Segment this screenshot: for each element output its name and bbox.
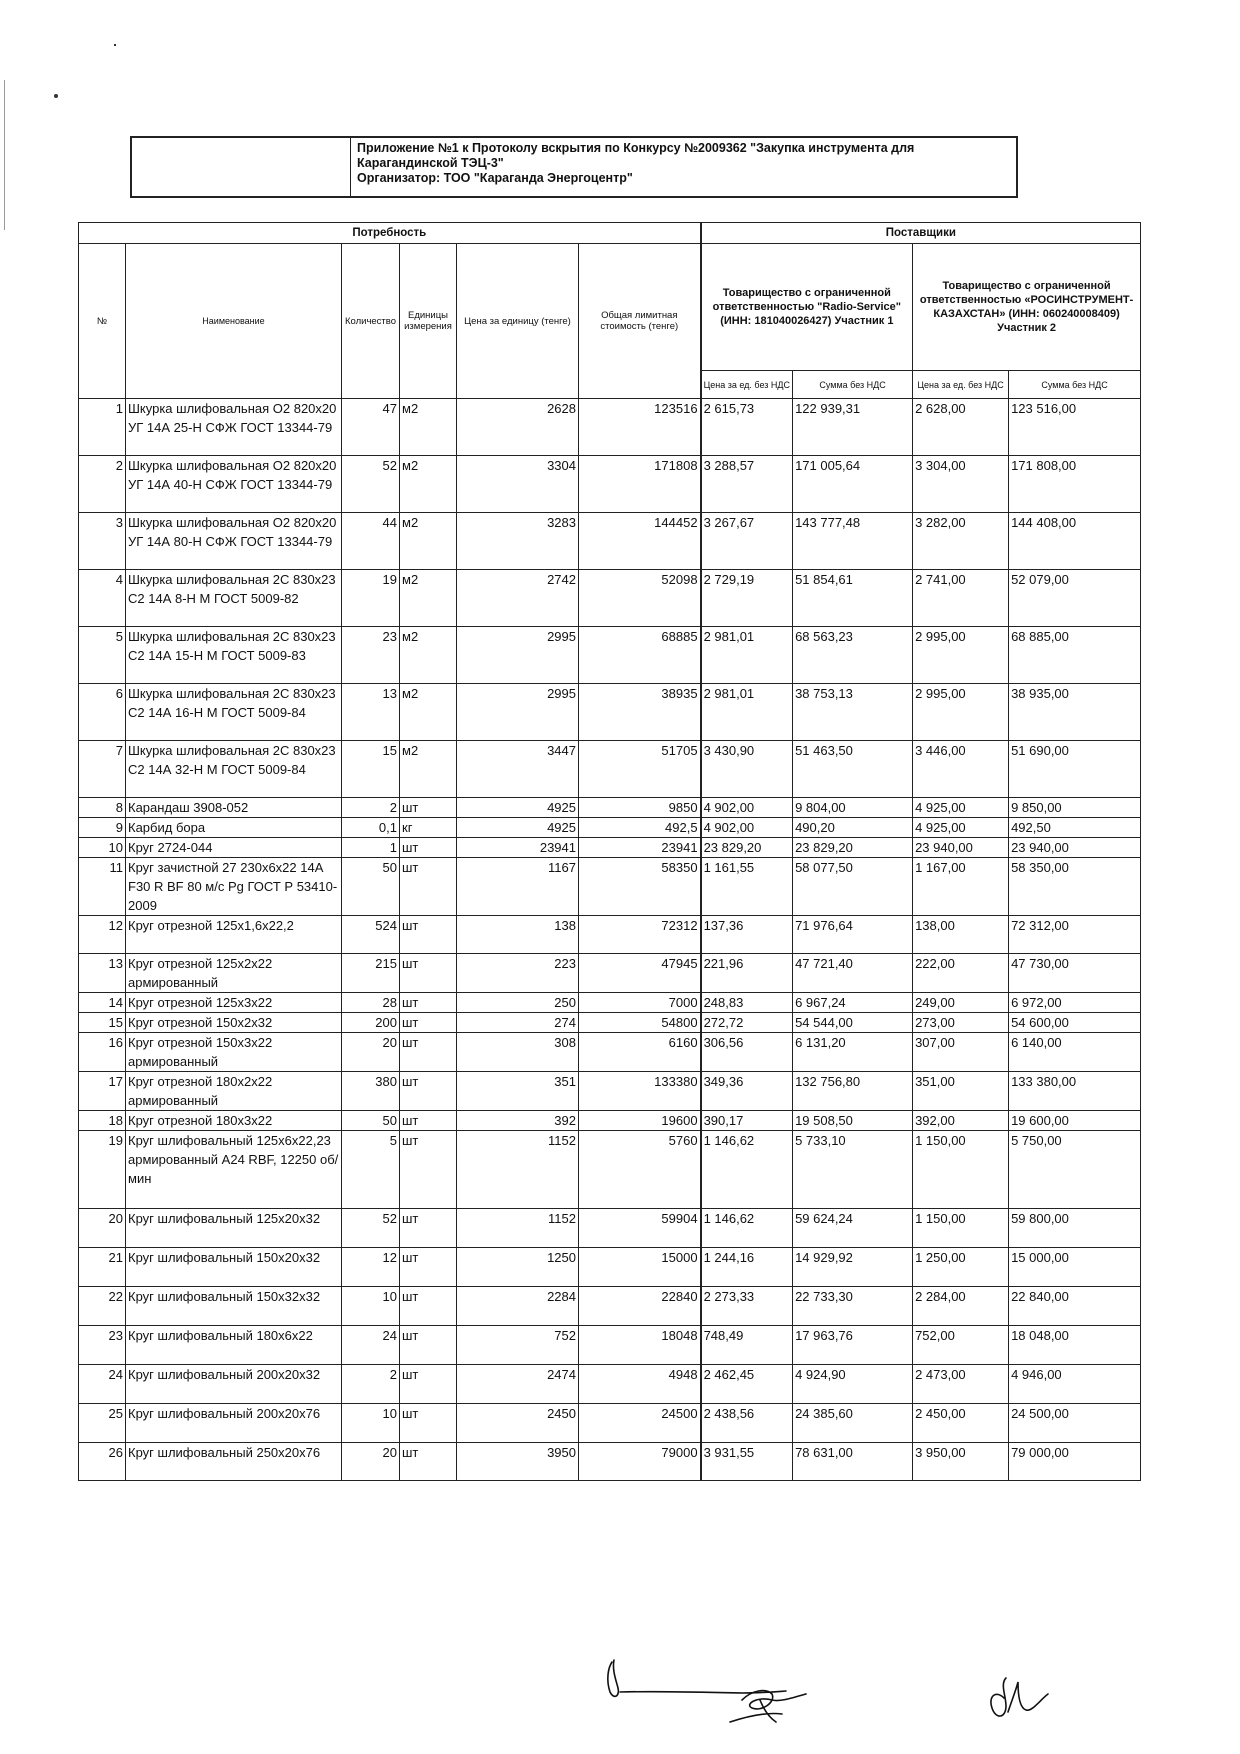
item-quantity: 15 xyxy=(342,741,400,798)
supplier-1-sum: 68 563,23 xyxy=(793,627,913,684)
item-unit-price: 3447 xyxy=(457,741,579,798)
item-unit-price: 2995 xyxy=(457,627,579,684)
supplier-1-sum: 6 131,20 xyxy=(793,1033,913,1072)
supplier-2-sum: 72 312,00 xyxy=(1009,916,1141,954)
col-unit-header: Единицы измерения xyxy=(400,244,457,399)
supplier-1-sum: 78 631,00 xyxy=(793,1443,913,1481)
item-quantity: 2 xyxy=(342,798,400,818)
item-unit-price: 2628 xyxy=(457,399,579,456)
item-quantity: 200 xyxy=(342,1013,400,1033)
item-total-limit: 23941 xyxy=(579,838,701,858)
item-quantity: 20 xyxy=(342,1443,400,1481)
row-number: 2 xyxy=(79,456,126,513)
supplier-2-unit-price: 4 925,00 xyxy=(913,818,1009,838)
supplier-1-sum-header: Сумма без НДС xyxy=(793,371,913,399)
row-number: 23 xyxy=(79,1326,126,1365)
item-unit: шт xyxy=(400,838,457,858)
row-number: 8 xyxy=(79,798,126,818)
item-name: Шкурка шлифовальная 2С 830х23 С2 14А 15-Н М ГОСТ 5009-83 xyxy=(126,627,342,684)
row-number: 24 xyxy=(79,1365,126,1404)
supplier-1-sum: 38 753,13 xyxy=(793,684,913,741)
row-number: 10 xyxy=(79,838,126,858)
item-name: Круг шлифовальный 125х6х22,23 армированный А24 RBF, 12250 об/мин xyxy=(126,1131,342,1209)
supplier-2-unit-price: 1 250,00 xyxy=(913,1248,1009,1287)
row-number: 20 xyxy=(79,1209,126,1248)
item-total-limit: 123516 xyxy=(579,399,701,456)
item-quantity: 10 xyxy=(342,1287,400,1326)
item-total-limit: 18048 xyxy=(579,1326,701,1365)
group-suppliers: Поставщики xyxy=(701,223,1141,244)
item-name: Круг шлифовальный 150х20х32 xyxy=(126,1248,342,1287)
supplier-2-unit-price: 1 150,00 xyxy=(913,1209,1009,1248)
supplier-2-sum: 4 946,00 xyxy=(1009,1365,1141,1404)
item-unit-price: 3950 xyxy=(457,1443,579,1481)
supplier-1-unit-price: 4 902,00 xyxy=(701,818,793,838)
item-total-limit: 7000 xyxy=(579,993,701,1013)
supplier-1-sum: 71 976,64 xyxy=(793,916,913,954)
supplier-1-sum: 14 929,92 xyxy=(793,1248,913,1287)
item-quantity: 20 xyxy=(342,1033,400,1072)
supplier-1-sum: 132 756,80 xyxy=(793,1072,913,1111)
item-unit-price: 138 xyxy=(457,916,579,954)
item-total-limit: 38935 xyxy=(579,684,701,741)
supplier-1-sum: 171 005,64 xyxy=(793,456,913,513)
supplier-2-unit-price: 1 150,00 xyxy=(913,1131,1009,1209)
supplier-2-sum: 492,50 xyxy=(1009,818,1141,838)
supplier-1-unit-price: 137,36 xyxy=(701,916,793,954)
item-unit-price: 752 xyxy=(457,1326,579,1365)
item-unit-price: 2995 xyxy=(457,684,579,741)
supplier-1-sum: 51 854,61 xyxy=(793,570,913,627)
item-quantity: 5 xyxy=(342,1131,400,1209)
item-quantity: 0,1 xyxy=(342,818,400,838)
item-unit-price: 2284 xyxy=(457,1287,579,1326)
item-unit: шт xyxy=(400,1443,457,1481)
supplier-1-unit-price: 3 931,55 xyxy=(701,1443,793,1481)
item-unit-price: 23941 xyxy=(457,838,579,858)
supplier-1-unit-price: 2 462,45 xyxy=(701,1365,793,1404)
item-name: Круг отрезной 180х3х22 xyxy=(126,1111,342,1131)
supplier-1-sum: 17 963,76 xyxy=(793,1326,913,1365)
supplier-1-sum: 22 733,30 xyxy=(793,1287,913,1326)
item-name: Шкурка шлифовальная 2С 830х23 С2 14А 32-Н М ГОСТ 5009-84 xyxy=(126,741,342,798)
row-number: 18 xyxy=(79,1111,126,1131)
row-number: 13 xyxy=(79,954,126,993)
item-quantity: 13 xyxy=(342,684,400,741)
item-unit-price: 1250 xyxy=(457,1248,579,1287)
supplier-2-sum: 15 000,00 xyxy=(1009,1248,1141,1287)
supplier-1-unit-price: 3 430,90 xyxy=(701,741,793,798)
row-number: 26 xyxy=(79,1443,126,1481)
item-total-limit: 54800 xyxy=(579,1013,701,1033)
col-name-header: Наименование xyxy=(126,244,342,399)
supplier-1-sum: 19 508,50 xyxy=(793,1111,913,1131)
supplier-1-unit-price: 306,56 xyxy=(701,1033,793,1072)
supplier-2-unit-price: 2 995,00 xyxy=(913,627,1009,684)
col-num-header: № xyxy=(79,244,126,399)
row-number: 25 xyxy=(79,1404,126,1443)
supplier-2-unit-price: 351,00 xyxy=(913,1072,1009,1111)
item-name: Круг отрезной 125х3х22 xyxy=(126,993,342,1013)
item-unit: шт xyxy=(400,1404,457,1443)
item-total-limit: 59904 xyxy=(579,1209,701,1248)
supplier-2-unit-price: 138,00 xyxy=(913,916,1009,954)
item-total-limit: 19600 xyxy=(579,1111,701,1131)
item-name: Круг шлифовальный 180х6х22 xyxy=(126,1326,342,1365)
supplier-2-sum: 54 600,00 xyxy=(1009,1013,1141,1033)
item-name: Шкурка шлифовальная О2 820х20 УГ 14А 25-Н СФЖ ГОСТ 13344-79 xyxy=(126,399,342,456)
supplier-2-unit-price: 752,00 xyxy=(913,1326,1009,1365)
item-unit: шт xyxy=(400,1365,457,1404)
item-unit-price: 3283 xyxy=(457,513,579,570)
supplier-2-sum: 22 840,00 xyxy=(1009,1287,1141,1326)
supplier-2-sum: 144 408,00 xyxy=(1009,513,1141,570)
item-total-limit: 6160 xyxy=(579,1033,701,1072)
item-quantity: 10 xyxy=(342,1404,400,1443)
item-unit-price: 1152 xyxy=(457,1209,579,1248)
supplier-2-sum: 59 800,00 xyxy=(1009,1209,1141,1248)
row-number: 17 xyxy=(79,1072,126,1111)
item-unit: м2 xyxy=(400,684,457,741)
item-total-limit: 24500 xyxy=(579,1404,701,1443)
item-name: Шкурка шлифовальная О2 820х20 УГ 14А 40-Н СФЖ ГОСТ 13344-79 xyxy=(126,456,342,513)
supplier-1-sum: 143 777,48 xyxy=(793,513,913,570)
supplier-2-price-header: Цена за ед. без НДС xyxy=(913,371,1009,399)
supplier-2-sum: 6 140,00 xyxy=(1009,1033,1141,1072)
row-number: 6 xyxy=(79,684,126,741)
supplier-2-unit-price: 23 940,00 xyxy=(913,838,1009,858)
item-unit: шт xyxy=(400,1111,457,1131)
supplier-1-unit-price: 1 146,62 xyxy=(701,1209,793,1248)
supplier-1-unit-price: 3 288,57 xyxy=(701,456,793,513)
supplier-2-unit-price: 3 950,00 xyxy=(913,1443,1009,1481)
row-number: 15 xyxy=(79,1013,126,1033)
item-quantity: 19 xyxy=(342,570,400,627)
item-total-limit: 58350 xyxy=(579,858,701,916)
item-total-limit: 492,5 xyxy=(579,818,701,838)
item-total-limit: 133380 xyxy=(579,1072,701,1111)
supplier-2-unit-price: 2 450,00 xyxy=(913,1404,1009,1443)
item-unit: м2 xyxy=(400,399,457,456)
item-total-limit: 5760 xyxy=(579,1131,701,1209)
supplier-1-unit-price: 349,36 xyxy=(701,1072,793,1111)
item-quantity: 44 xyxy=(342,513,400,570)
supplier-2-unit-price: 2 741,00 xyxy=(913,570,1009,627)
supplier-1-unit-price: 2 438,56 xyxy=(701,1404,793,1443)
item-quantity: 2 xyxy=(342,1365,400,1404)
row-number: 22 xyxy=(79,1287,126,1326)
item-unit: м2 xyxy=(400,513,457,570)
supplier-2-unit-price: 2 628,00 xyxy=(913,399,1009,456)
supplier-1-sum: 122 939,31 xyxy=(793,399,913,456)
item-unit-price: 3304 xyxy=(457,456,579,513)
item-unit: м2 xyxy=(400,627,457,684)
supplier-1-unit-price: 2 981,01 xyxy=(701,684,793,741)
supplier-2-sum: 171 808,00 xyxy=(1009,456,1141,513)
supplier-1-unit-price: 390,17 xyxy=(701,1111,793,1131)
row-number: 21 xyxy=(79,1248,126,1287)
supplier-2-sum: 47 730,00 xyxy=(1009,954,1141,993)
supplier-1-sum: 9 804,00 xyxy=(793,798,913,818)
item-quantity: 47 xyxy=(342,399,400,456)
item-name: Круг шлифовальный 125х20х32 xyxy=(126,1209,342,1248)
item-unit-price: 2450 xyxy=(457,1404,579,1443)
item-unit: м2 xyxy=(400,456,457,513)
item-unit: шт xyxy=(400,1209,457,1248)
item-name: Круг отрезной 125х1,6х22,2 xyxy=(126,916,342,954)
item-name: Круг шлифовальный 200х20х32 xyxy=(126,1365,342,1404)
header-line-2: Карагандинской ТЭЦ-3" xyxy=(357,156,504,170)
item-quantity: 380 xyxy=(342,1072,400,1111)
item-name: Круг зачистной 27 230х6х22 14А F30 R BF 80 м/с Рg ГОСТ Р 53410-2009 xyxy=(126,858,342,916)
item-total-limit: 52098 xyxy=(579,570,701,627)
item-unit: шт xyxy=(400,1033,457,1072)
supplier-1-unit-price: 3 267,67 xyxy=(701,513,793,570)
supplier-2-sum: 133 380,00 xyxy=(1009,1072,1141,1111)
row-number: 3 xyxy=(79,513,126,570)
item-total-limit: 171808 xyxy=(579,456,701,513)
item-unit: м2 xyxy=(400,570,457,627)
signature-left xyxy=(608,1660,806,1722)
item-unit-price: 392 xyxy=(457,1111,579,1131)
item-name: Круг отрезной 150х2х32 xyxy=(126,1013,342,1033)
supplier-2-sum: 19 600,00 xyxy=(1009,1111,1141,1131)
item-unit: шт xyxy=(400,954,457,993)
supplier-2-unit-price: 222,00 xyxy=(913,954,1009,993)
item-name: Круг отрезной 180х2х22 армированный xyxy=(126,1072,342,1111)
supplier-2-sum: 24 500,00 xyxy=(1009,1404,1141,1443)
supplier-2-unit-price: 307,00 xyxy=(913,1033,1009,1072)
item-unit: кг xyxy=(400,818,457,838)
row-number: 4 xyxy=(79,570,126,627)
item-unit: шт xyxy=(400,1326,457,1365)
row-number: 19 xyxy=(79,1131,126,1209)
supplier-2-unit-price: 3 446,00 xyxy=(913,741,1009,798)
supplier-2-sum: 5 750,00 xyxy=(1009,1131,1141,1209)
item-quantity: 28 xyxy=(342,993,400,1013)
supplier-1-unit-price: 1 244,16 xyxy=(701,1248,793,1287)
supplier-2-sum: 123 516,00 xyxy=(1009,399,1141,456)
item-unit: м2 xyxy=(400,741,457,798)
item-total-limit: 15000 xyxy=(579,1248,701,1287)
item-unit-price: 274 xyxy=(457,1013,579,1033)
item-name: Круг 2724-044 xyxy=(126,838,342,858)
supplier-2-unit-price: 2 284,00 xyxy=(913,1287,1009,1326)
item-quantity: 1 xyxy=(342,838,400,858)
group-need: Потребность xyxy=(79,223,701,244)
item-unit-price: 308 xyxy=(457,1033,579,1072)
supplier-2-unit-price: 2 995,00 xyxy=(913,684,1009,741)
item-quantity: 50 xyxy=(342,858,400,916)
item-total-limit: 79000 xyxy=(579,1443,701,1481)
supplier-1-sum: 24 385,60 xyxy=(793,1404,913,1443)
item-quantity: 52 xyxy=(342,456,400,513)
supplier-2-sum: 23 940,00 xyxy=(1009,838,1141,858)
item-name: Шкурка шлифовальная О2 820х20 УГ 14А 80-Н СФЖ ГОСТ 13344-79 xyxy=(126,513,342,570)
item-quantity: 24 xyxy=(342,1326,400,1365)
item-unit-price: 250 xyxy=(457,993,579,1013)
item-quantity: 12 xyxy=(342,1248,400,1287)
supplier-2-unit-price: 273,00 xyxy=(913,1013,1009,1033)
supplier-1-unit-price: 2 615,73 xyxy=(701,399,793,456)
item-unit: шт xyxy=(400,858,457,916)
item-unit-price: 351 xyxy=(457,1072,579,1111)
item-name: Круг отрезной 150х3х22 армированный xyxy=(126,1033,342,1072)
supplier-2-unit-price: 392,00 xyxy=(913,1111,1009,1131)
supplier-2-sum: 51 690,00 xyxy=(1009,741,1141,798)
item-name: Карандаш 3908-052 xyxy=(126,798,342,818)
item-name: Круг шлифовальный 250х20х76 xyxy=(126,1443,342,1481)
supplier-1-unit-price: 272,72 xyxy=(701,1013,793,1033)
supplier-1-sum: 58 077,50 xyxy=(793,858,913,916)
row-number: 9 xyxy=(79,818,126,838)
item-total-limit: 68885 xyxy=(579,627,701,684)
item-total-limit: 9850 xyxy=(579,798,701,818)
item-total-limit: 51705 xyxy=(579,741,701,798)
row-number: 7 xyxy=(79,741,126,798)
supplier-1-sum: 47 721,40 xyxy=(793,954,913,993)
supplier-2-unit-price: 1 167,00 xyxy=(913,858,1009,916)
supplier-1-unit-price: 4 902,00 xyxy=(701,798,793,818)
row-number: 16 xyxy=(79,1033,126,1072)
header-line-3: Организатор: ТОО "Караганда Энергоцентр" xyxy=(357,171,633,185)
item-unit-price: 1152 xyxy=(457,1131,579,1209)
item-unit: шт xyxy=(400,1248,457,1287)
supplier-1-sum: 23 829,20 xyxy=(793,838,913,858)
supplier-2-sum-header: Сумма без НДС xyxy=(1009,371,1141,399)
item-unit-price: 2474 xyxy=(457,1365,579,1404)
supplier-2-sum: 6 972,00 xyxy=(1009,993,1141,1013)
supplier-1-sum: 5 733,10 xyxy=(793,1131,913,1209)
supplier-1-unit-price: 1 161,55 xyxy=(701,858,793,916)
supplier-2-sum: 58 350,00 xyxy=(1009,858,1141,916)
supplier-1-unit-price: 23 829,20 xyxy=(701,838,793,858)
supplier-2-unit-price: 4 925,00 xyxy=(913,798,1009,818)
supplier-1-unit-price: 2 273,33 xyxy=(701,1287,793,1326)
item-name: Карбид бора xyxy=(126,818,342,838)
item-name: Шкурка шлифовальная 2С 830х23 С2 14А 16-Н М ГОСТ 5009-84 xyxy=(126,684,342,741)
item-unit-price: 4925 xyxy=(457,818,579,838)
supplier-1-sum: 6 967,24 xyxy=(793,993,913,1013)
row-number: 14 xyxy=(79,993,126,1013)
supplier-1-price-header: Цена за ед. без НДС xyxy=(701,371,793,399)
supplier-2-sum: 38 935,00 xyxy=(1009,684,1141,741)
supplier-2-unit-price: 2 473,00 xyxy=(913,1365,1009,1404)
supplier-1-unit-price: 248,83 xyxy=(701,993,793,1013)
row-number: 11 xyxy=(79,858,126,916)
item-name: Круг шлифовальный 200х20х76 xyxy=(126,1404,342,1443)
row-number: 5 xyxy=(79,627,126,684)
col-total-header: Общая лимитная стоимость (тенге) xyxy=(579,244,701,399)
item-quantity: 215 xyxy=(342,954,400,993)
item-total-limit: 72312 xyxy=(579,916,701,954)
item-quantity: 23 xyxy=(342,627,400,684)
item-name: Круг шлифовальный 150х32х32 xyxy=(126,1287,342,1326)
item-quantity: 52 xyxy=(342,1209,400,1248)
supplier-2-sum: 9 850,00 xyxy=(1009,798,1141,818)
item-unit: шт xyxy=(400,798,457,818)
item-unit: шт xyxy=(400,1287,457,1326)
item-name: Круг отрезной 125х2х22 армированный xyxy=(126,954,342,993)
supplier-2-sum: 79 000,00 xyxy=(1009,1443,1141,1481)
item-unit: шт xyxy=(400,993,457,1013)
supplier-2-sum: 18 048,00 xyxy=(1009,1326,1141,1365)
item-unit-price: 4925 xyxy=(457,798,579,818)
supplier-2-unit-price: 249,00 xyxy=(913,993,1009,1013)
supplier-1-unit-price: 2 981,01 xyxy=(701,627,793,684)
item-total-limit: 144452 xyxy=(579,513,701,570)
supplier-1-sum: 51 463,50 xyxy=(793,741,913,798)
item-quantity: 524 xyxy=(342,916,400,954)
item-unit-price: 1167 xyxy=(457,858,579,916)
supplier-1-sum: 54 544,00 xyxy=(793,1013,913,1033)
supplier-1-unit-price: 221,96 xyxy=(701,954,793,993)
supplier-1-unit-price: 2 729,19 xyxy=(701,570,793,627)
supplier-1-unit-price: 1 146,62 xyxy=(701,1131,793,1209)
supplier-2-header: Товарищество с ограниченной ответственностью «РОСИНСТРУМЕНТ-КАЗАХСТАН» (ИНН: 060240008409) Участник 2 xyxy=(913,244,1141,371)
supplier-1-unit-price: 748,49 xyxy=(701,1326,793,1365)
item-unit: шт xyxy=(400,1013,457,1033)
item-quantity: 50 xyxy=(342,1111,400,1131)
supplier-2-unit-price: 3 282,00 xyxy=(913,513,1009,570)
item-unit-price: 2742 xyxy=(457,570,579,627)
item-unit: шт xyxy=(400,916,457,954)
supplier-2-sum: 68 885,00 xyxy=(1009,627,1141,684)
item-unit-price: 223 xyxy=(457,954,579,993)
row-number: 1 xyxy=(79,399,126,456)
col-price-header: Цена за единицу (тенге) xyxy=(457,244,579,399)
item-total-limit: 22840 xyxy=(579,1287,701,1326)
item-unit: шт xyxy=(400,1131,457,1209)
row-number: 12 xyxy=(79,916,126,954)
item-name: Шкурка шлифовальная 2С 830х23 С2 14А 8-Н М ГОСТ 5009-82 xyxy=(126,570,342,627)
supplier-1-sum: 490,20 xyxy=(793,818,913,838)
supplier-1-header: Товарищество с ограниченной ответственностью "Radio-Service" (ИНН: 181040026427) Участник 1 xyxy=(701,244,913,371)
supplier-2-sum: 52 079,00 xyxy=(1009,570,1141,627)
supplier-1-sum: 59 624,24 xyxy=(793,1209,913,1248)
item-unit: шт xyxy=(400,1072,457,1111)
header-line-1: Приложение №1 к Протоколу вскрытия по Конкурсу №2009362 "Закупка инструмента для xyxy=(357,141,915,155)
signature-right xyxy=(991,1678,1048,1716)
item-total-limit: 4948 xyxy=(579,1365,701,1404)
col-qty-header: Количество xyxy=(342,244,400,399)
supplier-2-unit-price: 3 304,00 xyxy=(913,456,1009,513)
supplier-1-sum: 4 924,90 xyxy=(793,1365,913,1404)
item-total-limit: 47945 xyxy=(579,954,701,993)
